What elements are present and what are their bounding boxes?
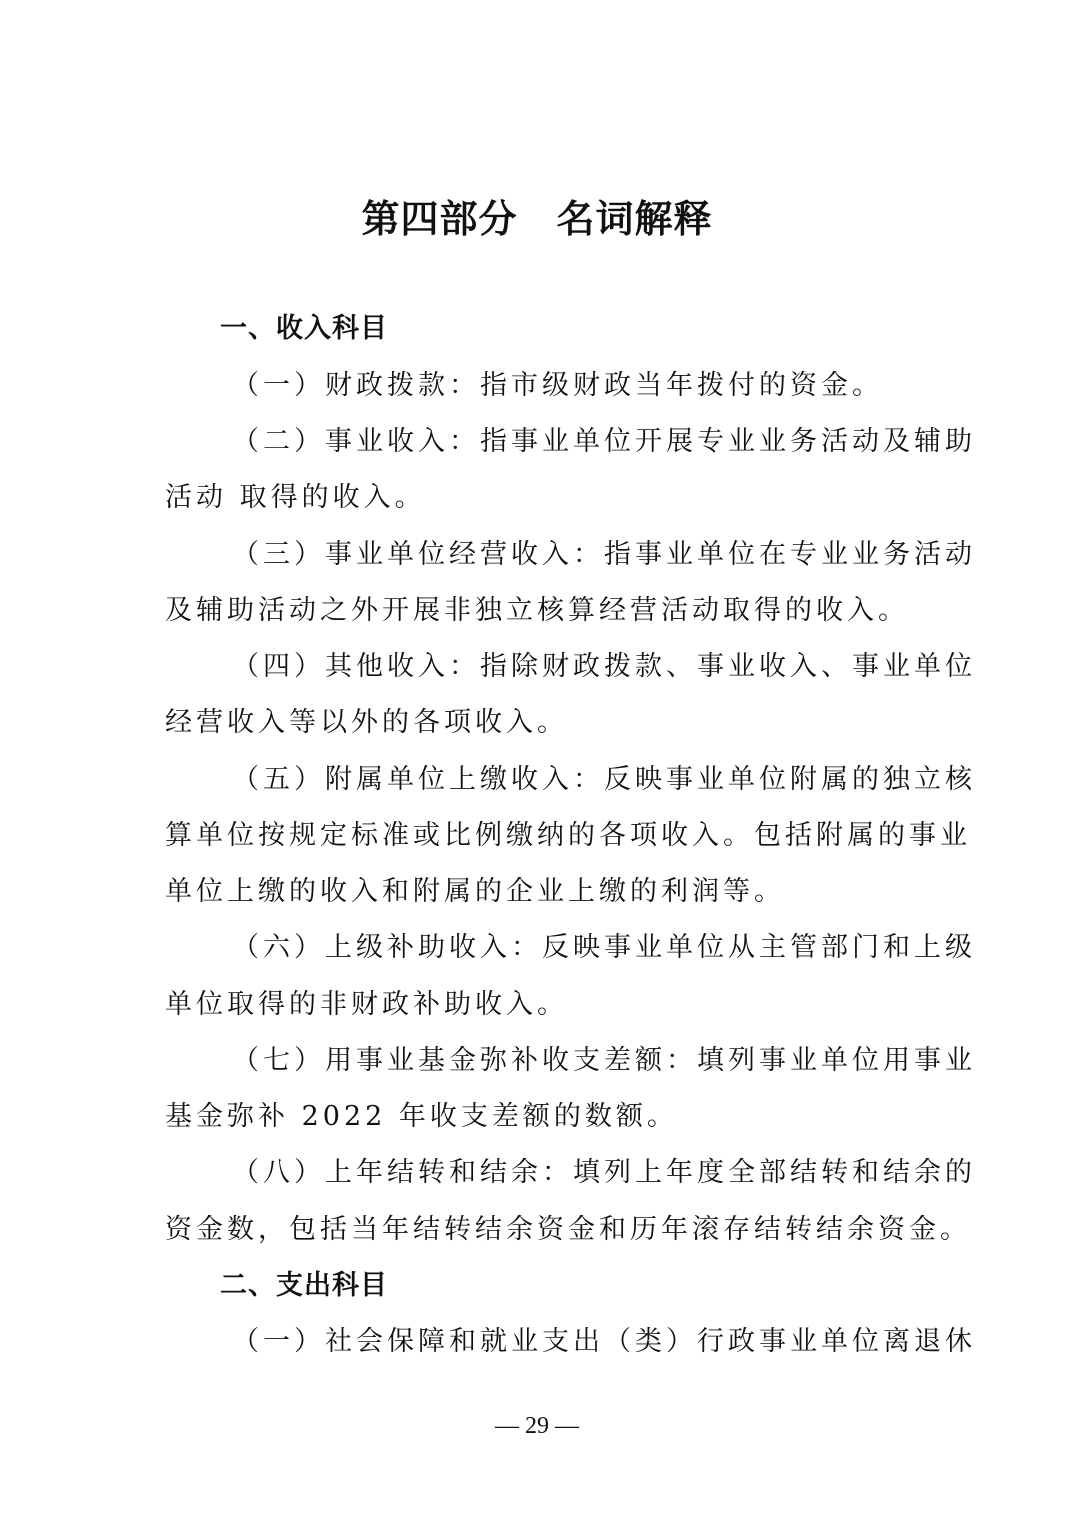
item-line: 基金弥补 2022 年收支差额的数额。 (165, 1101, 678, 1132)
item-line: 单位取得的非财政补助收入。 (165, 989, 568, 1020)
item-line: 算单位按规定标准或比例缴纳的各项收入。包括附属的事业 (165, 820, 971, 851)
section-heading-income: 一、收入科目 (220, 313, 388, 344)
item-line: 单位上缴的收入和附属的企业上缴的利润等。 (165, 876, 785, 907)
item-line: （一）社会保障和就业支出（类）行政事业单位离退休 (232, 1326, 976, 1357)
item-line: （七）用事业基金弥补收支差额：填列事业单位用事业 (232, 1045, 976, 1076)
item-line: （三）事业单位经营收入：指事业单位在专业业务活动 (232, 539, 976, 570)
item-line: （五）附属单位上缴收入：反映事业单位附属的独立核 (232, 764, 976, 795)
item-line: （二）事业收入：指事业单位开展专业业务活动及辅助 (232, 426, 976, 457)
item-line: （六）上级补助收入：反映事业单位从主管部门和上级 (232, 932, 976, 963)
page-number: — 29 — (495, 1413, 579, 1439)
item-line: 及辅助活动之外开展非独立核算经营活动取得的收入。 (165, 595, 909, 626)
item-line: （四）其他收入：指除财政拨款、事业收入、事业单位 (232, 651, 976, 682)
item-line: （八）上年结转和结余：填列上年度全部结转和结余的 (232, 1157, 976, 1188)
item-line: 经营收入等以外的各项收入。 (165, 707, 568, 738)
item-line: （一）财政拨款：指市级财政当年拨付的资金。 (232, 370, 883, 401)
page-title: 第四部分 名词解释 (361, 197, 713, 241)
item-line: 资金数，包括当年结转结余资金和历年滚存结转结余资金。 (165, 1214, 971, 1245)
item-line: 活动 取得的收入。 (165, 482, 426, 513)
section-heading-expense: 二、支出科目 (220, 1270, 388, 1301)
